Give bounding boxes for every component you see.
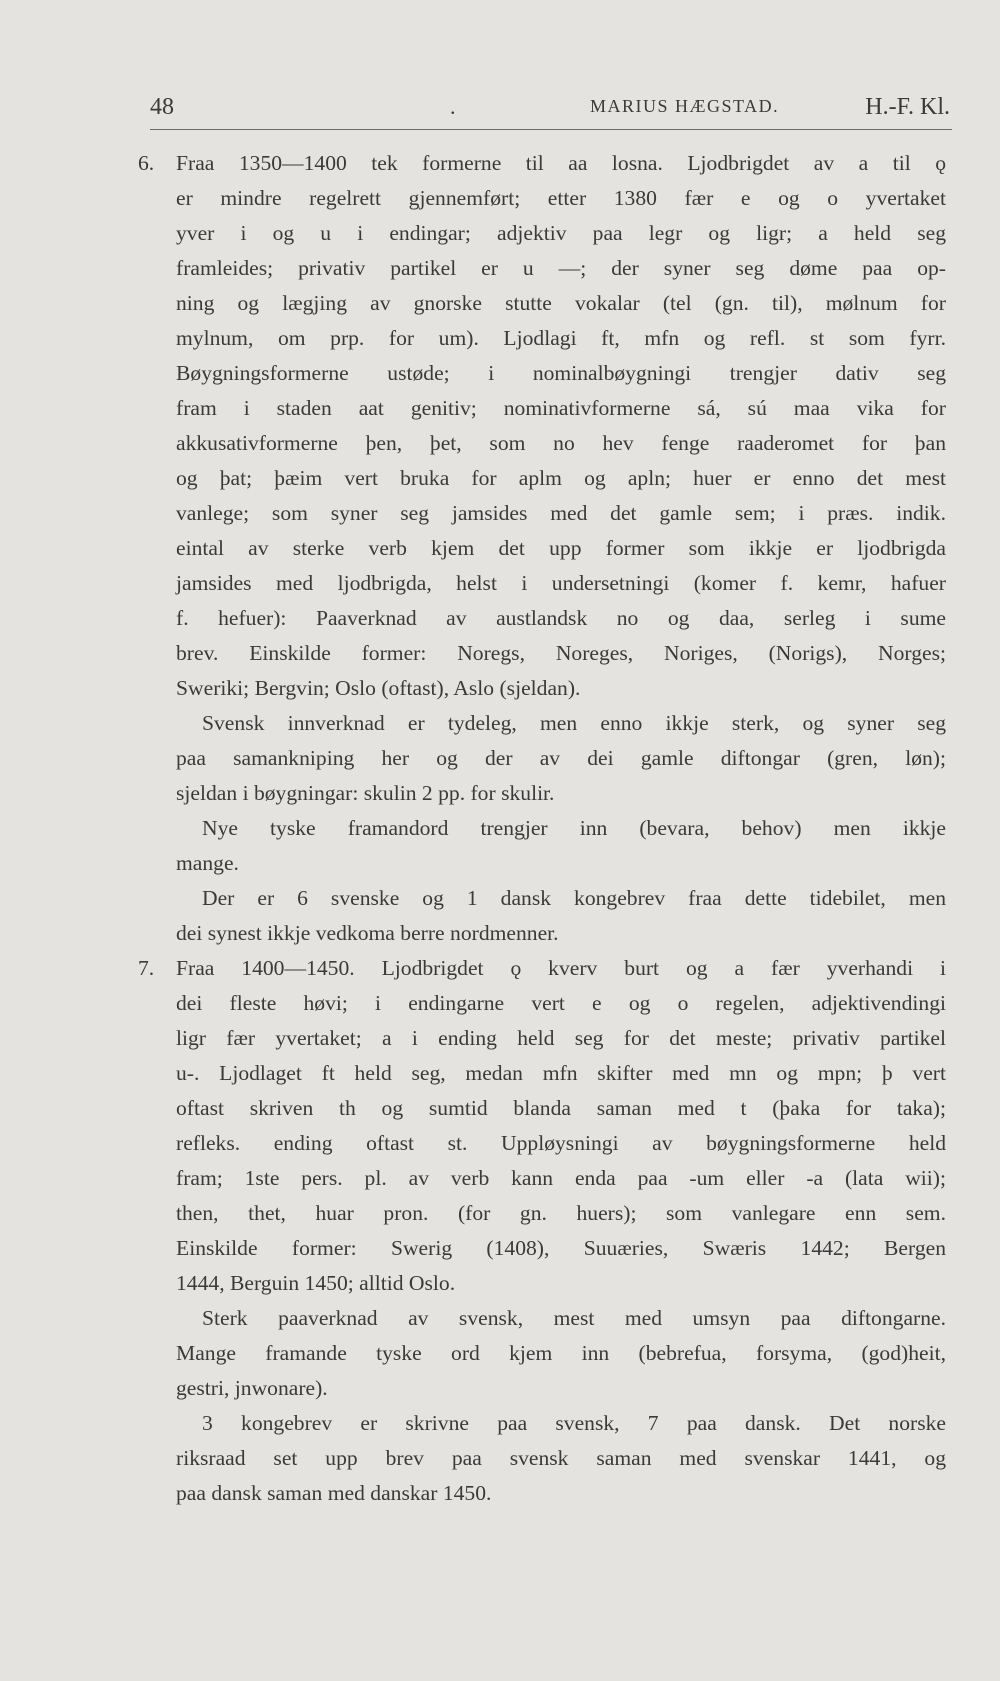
text-line: paa dansk saman med danskar 1450.	[176, 1481, 492, 1505]
paragraph-svensk	[176, 706, 946, 811]
text-line: Svensk innverknad er tydeleg, men enno ikkje sterk, og syner seg	[202, 711, 946, 735]
header-author: MARIUS HÆGSTAD.	[590, 96, 780, 116]
text-line: Sweriki; Bergvin; Oslo (oftast), Aslo (sjeldan).	[176, 676, 581, 700]
text-line: akkusativformerne þen, þet, som no hev fenge raaderomet for þan	[176, 431, 946, 455]
section-6	[138, 146, 946, 706]
section-7	[138, 951, 946, 1301]
text-line: then, thet, huar pron. (for gn. huers); som vanlegare enn sem.	[176, 1201, 946, 1225]
text-line: mylnum, om prp. for um). Ljodlagi ft, mfn og refl. st som fyrr.	[176, 326, 946, 350]
text-line: fram i staden aat genitiv; nominativformerne sá, sú maa vika for	[176, 396, 946, 420]
text-line: ning og lægjing av gnorske stutte vokalar (tel (gn. til), mølnum for	[176, 291, 946, 315]
text-line: riksraad set upp brev paa svensk saman med svenskar 1441, og	[176, 1446, 946, 1470]
text-line: jamsides med ljodbrigda, helst i undersetningi (komer f. kemr, hafuer	[176, 571, 946, 595]
text-line: mange.	[176, 851, 239, 875]
text-line: fram; 1ste pers. pl. av verb kann enda paa -um eller -a (lata wii);	[176, 1166, 946, 1190]
text-line: Einskilde former: Swerig (1408), Suuæries, Swæris 1442; Bergen	[176, 1236, 946, 1260]
paragraph-kongebrev-7	[176, 1406, 946, 1511]
text-line: Sterk paaverknad av svensk, mest med umsyn paa diftongarne.	[202, 1306, 946, 1330]
text-line: yver i og u i endingar; adjektiv paa legr og ligr; a held seg	[176, 221, 946, 245]
text-line: 1444, Berguin 1450; alltid Oslo.	[176, 1271, 456, 1295]
section-number: 7.	[138, 956, 155, 980]
text-line: Bøygningsformerne ustøde; i nominalbøygningi trengjer dativ seg	[176, 361, 946, 385]
paragraph-kongebrev-6	[176, 881, 946, 951]
text-line: framleides; privativ partikel er u —; der syner seg døme paa op-	[176, 256, 946, 280]
text-line: gestri, jnwonare).	[176, 1376, 328, 1400]
text-line: Mange framande tyske ord kjem inn (bebrefua, forsyma, (god)heit,	[176, 1341, 946, 1365]
header-dot: .	[450, 94, 456, 119]
page-number: 48	[150, 94, 174, 120]
text-line: og þat; þæim vert bruka for aplm og apln; huer er enno det mest	[176, 466, 946, 490]
text-line: er mindre regelrett gjennemført; etter 1380 fær e og o yvertaket	[176, 186, 946, 210]
text-line: oftast skriven th og sumtid blanda saman med t (þaka for taka);	[176, 1096, 946, 1120]
header-series: H.-F. Kl.	[865, 94, 950, 120]
text-line: u-. Ljodlaget ft held seg, medan mfn skifter med mn og mpn; þ vert	[176, 1061, 946, 1085]
header-rule	[150, 129, 952, 130]
text-line: paa samankniping her og der av dei gamle diftongar (gren, løn);	[176, 746, 946, 770]
text-line: ligr fær yvertaket; a i ending held seg for det meste; privativ partikel	[176, 1026, 946, 1050]
text-line: sjeldan i bøygningar: skulin 2 pp. for skulir.	[176, 781, 555, 805]
text-line: Nye tyske framandord trengjer inn (bevara, behov) men ikkje	[202, 816, 946, 840]
section-number: 6.	[138, 151, 155, 175]
text-line: refleks. ending oftast st. Uppløysningi av bøygningsformerne held	[176, 1131, 946, 1155]
paragraph-paaverknad	[176, 1301, 946, 1406]
text-line: 6. Fraa 1350—1400 tek formerne til aa losna. Ljodbrigdet av a til ǫ	[176, 146, 946, 181]
text-line: 7. Fraa 1400—1450. Ljodbrigdet ǫ kverv burt og a fær yverhandi i	[176, 951, 946, 986]
text-line: dei fleste høvi; i endingarne vert e og o regelen, adjektivendingi	[176, 991, 946, 1015]
text-line: 3 kongebrev er skrivne paa svensk, 7 paa dansk. Det norske	[202, 1411, 946, 1435]
text-line: Der er 6 svenske og 1 dansk kongebrev fraa dette tidebilet, men	[202, 886, 946, 910]
paragraph-tyske	[176, 811, 946, 881]
text-line: brev. Einskilde former: Noregs, Noreges, Noriges, (Norigs), Norges;	[176, 641, 946, 665]
text-line: vanlege; som syner seg jamsides med det gamle sem; i præs. indik.	[176, 501, 946, 525]
text-line: eintal av sterke verb kjem det upp former som ikkje er ljodbrigda	[176, 536, 946, 560]
running-header	[150, 94, 950, 130]
text-line: dei synest ikkje vedkoma berre nordmenner.	[176, 921, 559, 945]
body-text	[138, 146, 946, 1511]
text-line: f. hefuer): Paaverknad av austlandsk no og daa, serleg i sume	[176, 606, 946, 630]
